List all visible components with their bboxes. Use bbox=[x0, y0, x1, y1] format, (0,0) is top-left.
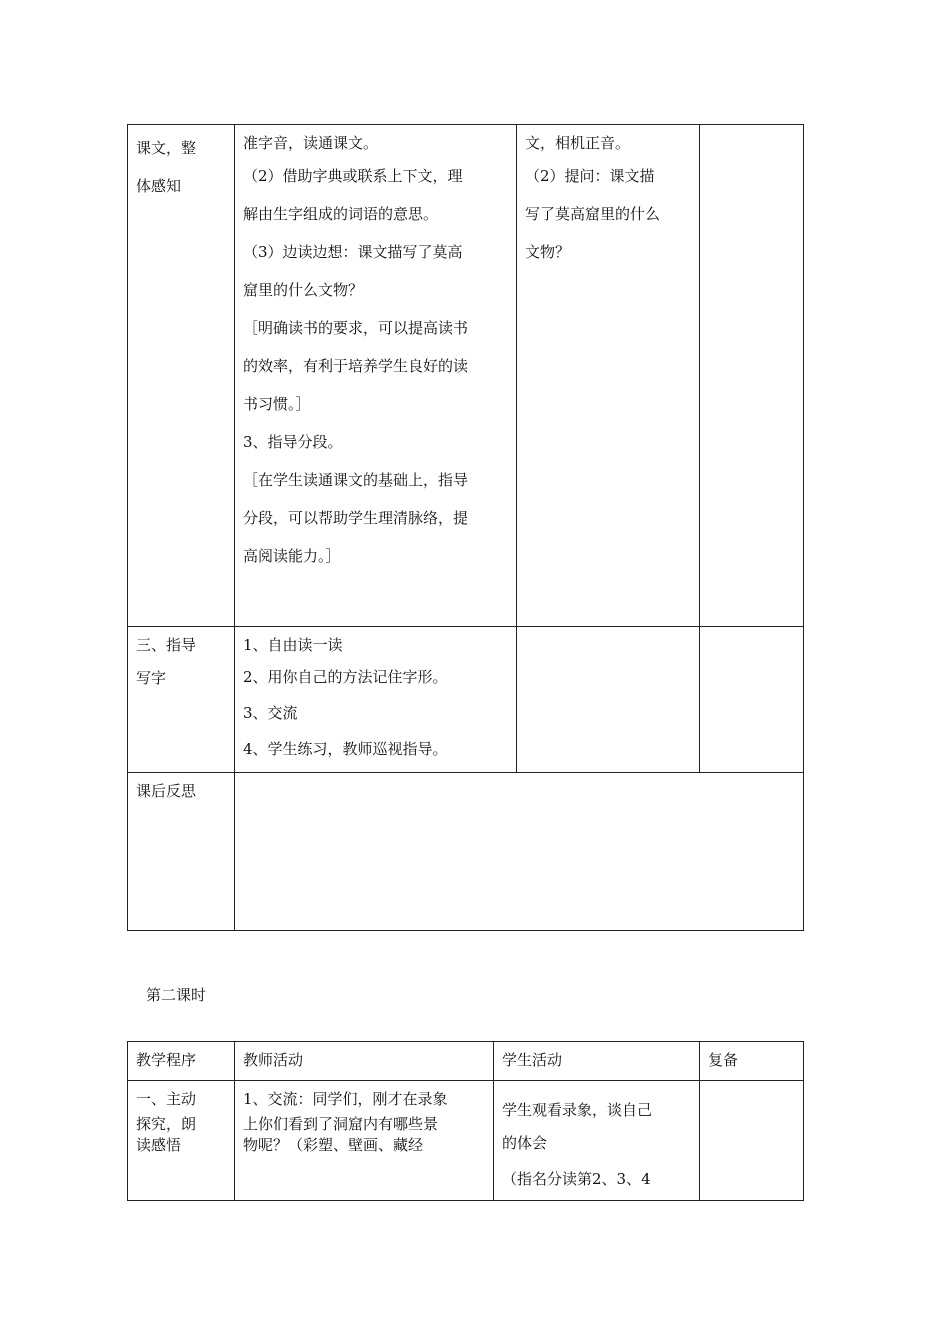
text-line: （指名分读第2、3、4 bbox=[502, 1170, 651, 1188]
text-line: ［明确读书的要求，可以提高读书 bbox=[243, 319, 469, 337]
table-row bbox=[128, 125, 804, 627]
text-line: 探究，朗 bbox=[136, 1115, 197, 1133]
text-line: ［在学生读通课文的基础上，指导 bbox=[243, 471, 469, 489]
header-cell bbox=[700, 1042, 804, 1081]
teacher-activity-cell bbox=[235, 125, 517, 627]
table-header-row bbox=[128, 1042, 804, 1081]
student-activity-cell bbox=[517, 627, 700, 773]
reflection-label-cell bbox=[128, 773, 235, 931]
teacher-activity-cell bbox=[235, 627, 517, 773]
text-line: 1、交流：同学们，刚才在录象 bbox=[243, 1090, 448, 1108]
review-cell bbox=[700, 125, 804, 627]
text-line: （2）借助字典或联系上下文，理 bbox=[243, 167, 463, 185]
text-line: 物呢？（彩塑、壁画、藏经 bbox=[243, 1136, 424, 1154]
text-line: 写字 bbox=[136, 669, 167, 687]
text-line: 3、指导分段。 bbox=[243, 433, 343, 451]
text-line: 上你们看到了洞窟内有哪些景 bbox=[243, 1115, 439, 1133]
text-line: 4、学生练习，教师巡视指导。 bbox=[243, 740, 448, 758]
text-line: 窟里的什么文物？ bbox=[243, 281, 364, 299]
text-line: 文，相机正音。 bbox=[525, 134, 631, 152]
text-line: （3）边读边想：课文描写了莫高 bbox=[243, 243, 463, 261]
text-line: 一、主动 bbox=[136, 1090, 197, 1108]
text-line: （2）提问：课文描 bbox=[525, 167, 655, 185]
table-row bbox=[128, 773, 804, 931]
column-header: 学生活动 bbox=[502, 1051, 563, 1069]
text-line: 读感悟 bbox=[136, 1136, 182, 1154]
table-row bbox=[128, 627, 804, 773]
section-title: 第二课时 bbox=[146, 986, 207, 1004]
student-activity-cell bbox=[517, 125, 700, 627]
text-line: 三、指导 bbox=[136, 636, 197, 654]
text-line: 文物？ bbox=[525, 243, 571, 261]
text-line: 的体会 bbox=[502, 1134, 548, 1152]
text-line: 2、用你自己的方法记住字形。 bbox=[243, 668, 448, 686]
header-cell bbox=[235, 1042, 494, 1081]
header-cell bbox=[494, 1042, 700, 1081]
text-line: 写了莫高窟里的什么 bbox=[525, 205, 661, 223]
review-cell bbox=[700, 1081, 804, 1201]
student-activity-cell bbox=[494, 1081, 700, 1201]
teacher-activity-cell bbox=[235, 1081, 494, 1201]
text-line: 体感知 bbox=[136, 177, 182, 195]
text-line: 准字音，读通课文。 bbox=[243, 134, 379, 152]
text-line: 学生观看录象，谈自己 bbox=[502, 1101, 653, 1119]
procedure-cell bbox=[128, 627, 235, 773]
lesson-plan-table-1 bbox=[127, 124, 804, 931]
header-cell bbox=[128, 1042, 235, 1081]
reflection-content-cell bbox=[235, 773, 804, 931]
text-line: 的效率，有利于培养学生良好的读 bbox=[243, 357, 469, 375]
column-header: 复备 bbox=[708, 1051, 739, 1069]
text-line: 课后反思 bbox=[136, 782, 197, 800]
text-line: 解由生字组成的词语的意思。 bbox=[243, 205, 439, 223]
review-cell bbox=[700, 627, 804, 773]
table-row bbox=[128, 1081, 804, 1201]
procedure-cell bbox=[128, 125, 235, 627]
column-header: 教学程序 bbox=[136, 1051, 197, 1069]
text-line: 3、交流 bbox=[243, 704, 298, 722]
text-line: 高阅读能力。］ bbox=[243, 547, 341, 565]
text-line: 书习惯。］ bbox=[243, 395, 311, 413]
column-header: 教师活动 bbox=[243, 1051, 304, 1069]
procedure-cell bbox=[128, 1081, 235, 1201]
text-line: 课文，整 bbox=[136, 139, 197, 157]
text-line: 1、自由读一读 bbox=[243, 636, 343, 654]
text-line: 分段，可以帮助学生理清脉络，提 bbox=[243, 509, 469, 527]
lesson-plan-table-2 bbox=[127, 1041, 804, 1201]
